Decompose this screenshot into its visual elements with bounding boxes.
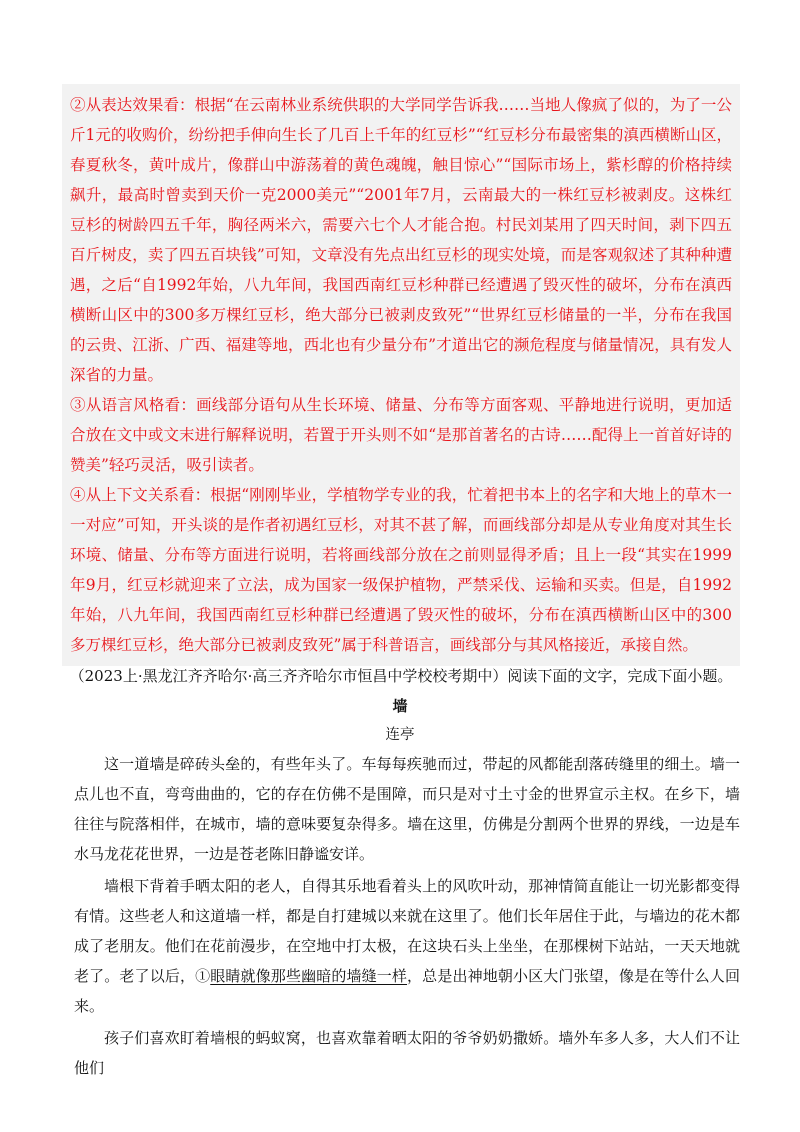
paragraph-2-text: 墙根下背着手晒太阳的老人，自得其乐地看着头上的风吹叶动，那神情简直能让一切光影都变得有情。这些老人和这道墙一样，都是自打建城以来就在这里了。他们长年居住于此，与墙边的花木都成了老朋友。他们在花前漫步，在空地中打太极，在这块石头上坐坐，在那棵树下站站，一天天地就老了。老了以后， [74,877,740,985]
article-author: 连亭 [385,727,415,743]
article-paragraph-3: 孩子们喜欢盯着墙根的蚂蚁窝，也喜欢靠着晒太阳的爷爷奶奶撒娇。墙外车多人多，大人们不让他们 [74,1029,740,1077]
article-body [74,749,740,1085]
analysis-point-4: ④从上下文关系看：根据“刚刚毕业，学植物学专业的我，忙着把书本上的名字和大地上的草木一一对应”可知，开头谈的是作者初遇红豆杉，对其不甚了解，而画线部分却是从专业角度对其生长环境、储量、分布等方面进行说明，若将画线部分放在之前则显得矛盾；且上一段“其实在1999年9月，红豆杉就迎来了立法，成为国家一级保护植物，严禁采伐、运输和买卖。但是，自1992年始，八九年间，我国西南红豆杉种群已经遭遇了毁灭性的破坏，分布在滇西横断山区中的300多万棵红豆杉，绝大部分已被剥皮致死”属于科普语言，画线部分与其风格接近，承接自然。 [70,486,732,654]
analysis-point-2: ②从表达效果看：根据“在云南林业系统供职的大学同学告诉我……当地人像疯了似的，为了一公斤1元的收购价，纷纷把手伸向生长了几百上千年的红豆杉”“红豆杉分布最密集的滇西横断山区，春夏秋冬，黄叶成片，像群山中游荡着的黄色魂魄，触目惊心”“国际市场上，紫杉醇的价格持续飙升，最高时曾卖到天价一克2000美元”“2001年7月，云南最大的一株红豆杉被剥皮。这株红豆杉的树龄四五千年，胸径两米六，需要六七个人才能合抱。村民刘某用了四天时间，剥下四五百斤树皮，卖了四五百块钱”可知，文章没有先点出红豆杉的现实处境，而是客观叙述了其种种遭遇，之后“自1992年始，八九年间，我国西南红豆杉种群已经遭遇了毁灭性的破坏，分布在滇西横断山区中的300多万棵红豆杉，绝大部分已被剥皮致死”“世界红豆杉储量的一半，分布在我国的云贵、江浙、广西、福建等地，西北也有少量分布”才道出它的濒危程度与储量情况，具有发人深省的力量。 [70,96,732,384]
answer-analysis-box [62,84,740,666]
question-marker: ① [195,967,211,985]
article-paragraph-2 [74,871,740,1021]
underlined-sentence: 眼睛就像那些幽暗的墙缝一样 [210,967,408,985]
question-source: （2023上·黑龙江齐齐哈尔·高三齐齐哈尔市恒昌中学校校考期中）阅读下面的文字，完成下面小题。 [69,667,733,685]
article-paragraph-1: 这一道墙是碎砖头垒的，有些年头了。车每每疾驰而过，带起的风都能刮落砖缝里的细土。墙一点儿也不直，弯弯曲曲的，它的存在仿佛不是围障，而只是对寸土寸金的世界宣示主权。在乡下，墙往往与院落相伴，在城市，墙的意味要复杂得多。墙在这里，仿佛是分割两个世界的界线，一边是车水马龙花花世界，一边是苍老陈旧静谧安详。 [74,755,740,863]
analysis-point-3: ③从语言风格看：画线部分语句从生长环境、储量、分布等方面客观、平静地进行说明，更加适合放在文中或文末进行解释说明，若置于开头则不如“是那首著名的古诗……配得上一首首好诗的赞美”轻巧灵活，吸引读者。 [70,396,732,474]
paragraph-2-tail: ，总是出神地朝小区大门张望，像是在等什么人回来。 [74,967,740,1015]
article-title: 墙 [392,697,408,715]
